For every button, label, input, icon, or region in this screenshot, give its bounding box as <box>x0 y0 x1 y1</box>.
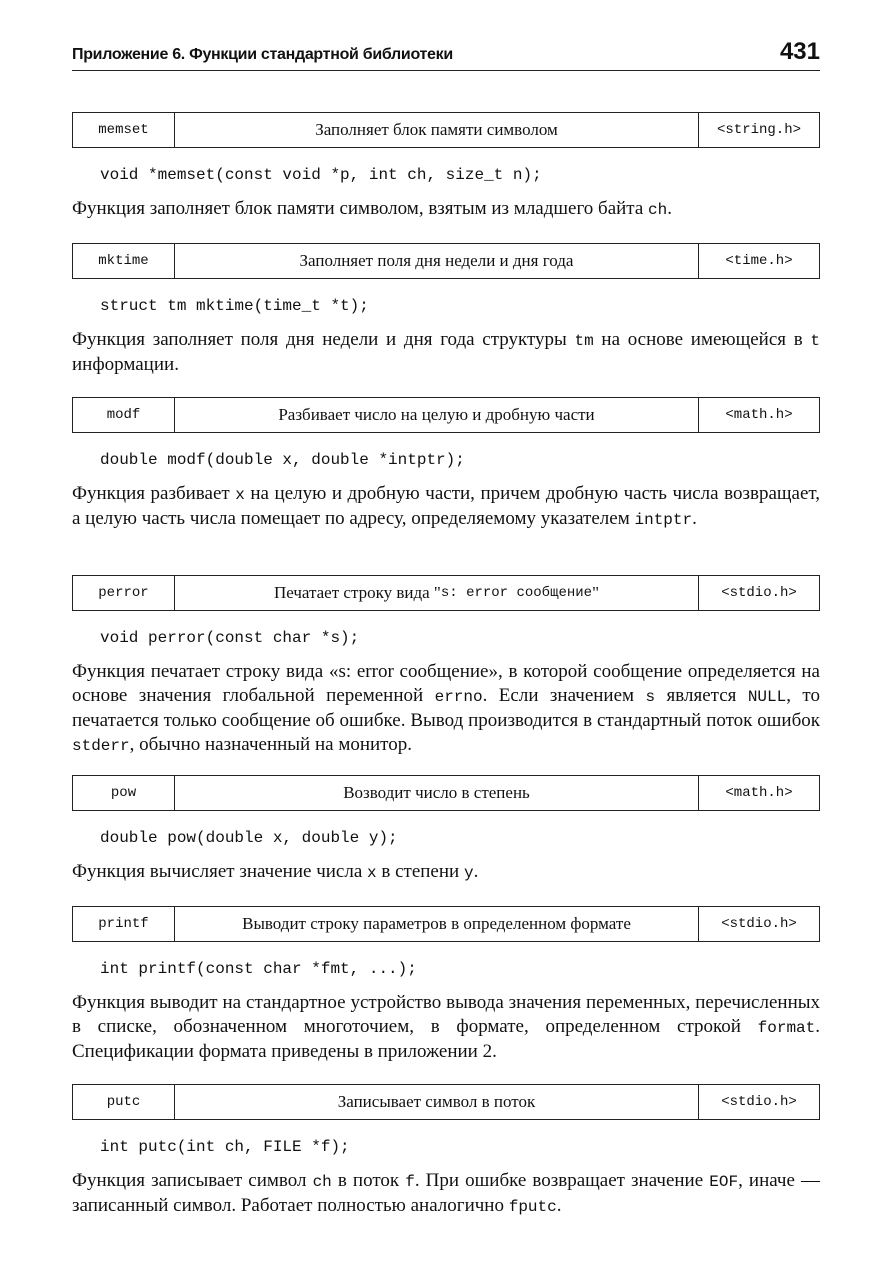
function-table <box>72 575 820 611</box>
function-name: putc <box>73 1085 175 1119</box>
function-description <box>72 197 820 222</box>
description-text: Функция печатает строку вида «s: error сообщение», в которой сообщение определяется на основе значения глобальной переменной <box>72 661 820 706</box>
summary-text: Печатает строку вида " <box>273 583 441 602</box>
function-header-file: <math.h> <box>725 407 793 423</box>
function-signature: double modf(double x, double *intptr); <box>100 451 465 469</box>
function-table <box>72 397 820 433</box>
description-text: на целую и дробную части, причем дробную часть числа возвращает, а целую часть числа помещает по адресу, определяемому указателем <box>72 483 820 529</box>
function-summary: Заполняет поля дня недели и дня года <box>175 244 699 278</box>
description-text: Функция вычисляет значение числа <box>72 861 368 882</box>
function-signature: double pow(double x, double y); <box>100 829 398 847</box>
description-text: Функция заполняет поля дня недели и дня года структуры <box>72 329 575 350</box>
function-description <box>72 991 820 1064</box>
function-header-file: <stdio.h> <box>721 585 797 601</box>
function-header-file: <string.h> <box>716 122 801 138</box>
description-text: . Если значением <box>482 685 646 706</box>
function-summary: Заполняет блок памяти символом <box>175 113 699 147</box>
code-term: tm <box>574 332 594 350</box>
description-text: информации. <box>72 354 179 375</box>
code-term: EOF <box>709 1173 739 1191</box>
description-text: в поток <box>331 1170 406 1191</box>
description-text: . При ошибке возвращает значение <box>414 1170 710 1191</box>
function-name: perror <box>73 576 175 610</box>
function-summary: Возводит число в степень <box>175 776 699 810</box>
function-header-file: <math.h> <box>725 785 793 801</box>
code-term: ch <box>312 1173 332 1191</box>
description-text: является <box>655 685 748 706</box>
function-description <box>72 328 820 377</box>
function-description <box>72 660 820 758</box>
entry-memset <box>72 112 820 222</box>
description-text: . <box>667 198 672 219</box>
function-table <box>72 112 820 148</box>
function-description <box>72 482 820 532</box>
code-term: fputc <box>508 1198 557 1216</box>
code-term: intptr <box>634 511 693 529</box>
function-signature: struct tm mktime(time_t *t); <box>100 297 369 315</box>
function-table <box>72 775 820 811</box>
function-signature: int printf(const char *fmt, ...); <box>100 960 417 978</box>
function-signature: int putc(int ch, FILE *f); <box>100 1138 350 1156</box>
function-header-file: <time.h> <box>725 253 793 269</box>
entry-putc <box>72 1084 820 1219</box>
function-name: printf <box>73 907 175 941</box>
entry-mktime <box>72 243 820 377</box>
function-name: pow <box>73 776 175 810</box>
function-header-file: <stdio.h> <box>721 1094 797 1110</box>
code-term: stderr <box>72 737 130 755</box>
description-text: . <box>692 508 697 529</box>
function-table <box>72 243 820 279</box>
function-table <box>72 1084 820 1120</box>
description-text: , то печатается только сообщение об ошибке. Вывод производится в стандартный поток ошибок <box>72 685 820 731</box>
description-text: на основе имеющейся в <box>593 329 811 350</box>
description-text: , иначе — записанный символ. Работает полностью аналогично <box>72 1170 821 1216</box>
code-term: format <box>757 1019 816 1037</box>
function-header-file: <stdio.h> <box>721 916 797 932</box>
entry-perror <box>72 575 820 758</box>
code-term: s: error сообщение <box>440 585 593 601</box>
function-name: mktime <box>73 244 175 278</box>
function-description <box>72 860 820 885</box>
entry-printf <box>72 906 820 1064</box>
description-text: . <box>556 1195 562 1216</box>
entry-pow <box>72 775 820 885</box>
function-name: memset <box>73 113 175 147</box>
summary-text: " <box>592 583 600 602</box>
description-text: . Спецификации формата приведены в приложении 2. <box>72 1016 820 1062</box>
function-table <box>72 906 820 942</box>
function-signature: void perror(const char *s); <box>100 629 360 647</box>
code-term: x <box>235 486 245 504</box>
code-term: NULL <box>747 688 787 706</box>
description-text: Функция заполняет блок памяти символом, взятым из младшего байта <box>72 198 649 219</box>
function-summary <box>175 576 699 610</box>
description-text: Функция выводит на стандартное устройство вывода значения переменных, перечисленных в списке, обозначенном многоточием, в формате, определенном строкой <box>72 992 820 1037</box>
function-summary: Разбивает число на целую и дробную части <box>175 398 699 432</box>
entry-modf <box>72 397 820 532</box>
description-text: Функция записывает символ <box>72 1170 313 1191</box>
code-term: s <box>645 688 656 706</box>
function-summary: Записывает символ в поток <box>175 1085 699 1119</box>
running-header <box>72 38 820 71</box>
function-description <box>72 1169 820 1219</box>
header-title: Приложение 6. Функции стандартной библиотеки <box>72 46 453 63</box>
code-term: f <box>405 1173 415 1191</box>
code-term: errno <box>434 688 483 706</box>
description-text: , обычно назначенный на монитор. <box>129 734 412 755</box>
function-summary: Выводит строку параметров в определенном формате <box>175 907 699 941</box>
code-term: y <box>463 864 474 882</box>
code-term: ch <box>648 201 668 219</box>
code-term: x <box>367 864 377 882</box>
description-text: Функция разбивает <box>72 483 236 504</box>
description-text: в степени <box>376 861 464 882</box>
function-signature: void *memset(const void *p, int ch, size_t n); <box>100 166 542 184</box>
page-number: 431 <box>779 38 820 65</box>
code-term: t <box>810 332 820 350</box>
function-name: modf <box>73 398 175 432</box>
description-text: . <box>473 861 479 882</box>
